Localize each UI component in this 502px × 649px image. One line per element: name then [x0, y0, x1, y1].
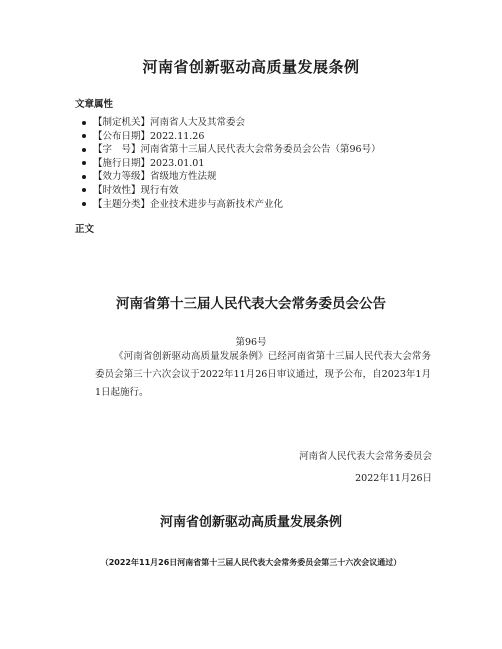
attribute-publish-date: 【公布日期】2022.11.26 — [93, 130, 381, 144]
attribute-issuing-authority: 【制定机关】河南省人大及其常委会 — [93, 116, 381, 130]
notice-issuer: 河南省人民代表大会常务委员会 — [298, 451, 432, 462]
attribute-legal-level: 【效力等级】省级地方性法规 — [93, 170, 381, 184]
attribute-validity: 【时效性】现行有效 — [93, 184, 381, 198]
regulation-title: 河南省创新驱动高质量发展条例 — [159, 515, 342, 530]
attribute-subject-category: 【主题分类】企业技术进步与高新技术产业化 — [93, 198, 381, 212]
notice-paragraph: 《河南省创新驱动高质量发展条例》已经河南省第十三届人民代表大会常务委员会第三十六次会议于2022年11月26日审议通过，现予公布，自2023年1月1日起施行。 — [95, 351, 431, 398]
attribute-effective-date: 【施行日期】2023.01.01 — [93, 157, 381, 171]
notice-title: 河南省第十三届人民代表大会常务委员会公告 — [116, 296, 386, 312]
body-heading: 正文 — [75, 224, 95, 235]
adoption-note: （2022年11月26日河南省第十三届人民代表大会常务委员会第三十六次会议通过） — [100, 558, 402, 567]
attribute-document-number: 【字 号】河南省第十三届人民代表大会常务委员会公告（第96号） — [93, 144, 381, 156]
document-title: 河南省创新驱动高质量发展条例 — [142, 58, 360, 76]
attributes-list — [93, 116, 381, 211]
notice-number: 第96号 — [235, 337, 267, 348]
notice-date: 2022年11月26日 — [355, 473, 432, 484]
attributes-heading: 文章属性 — [75, 99, 114, 110]
